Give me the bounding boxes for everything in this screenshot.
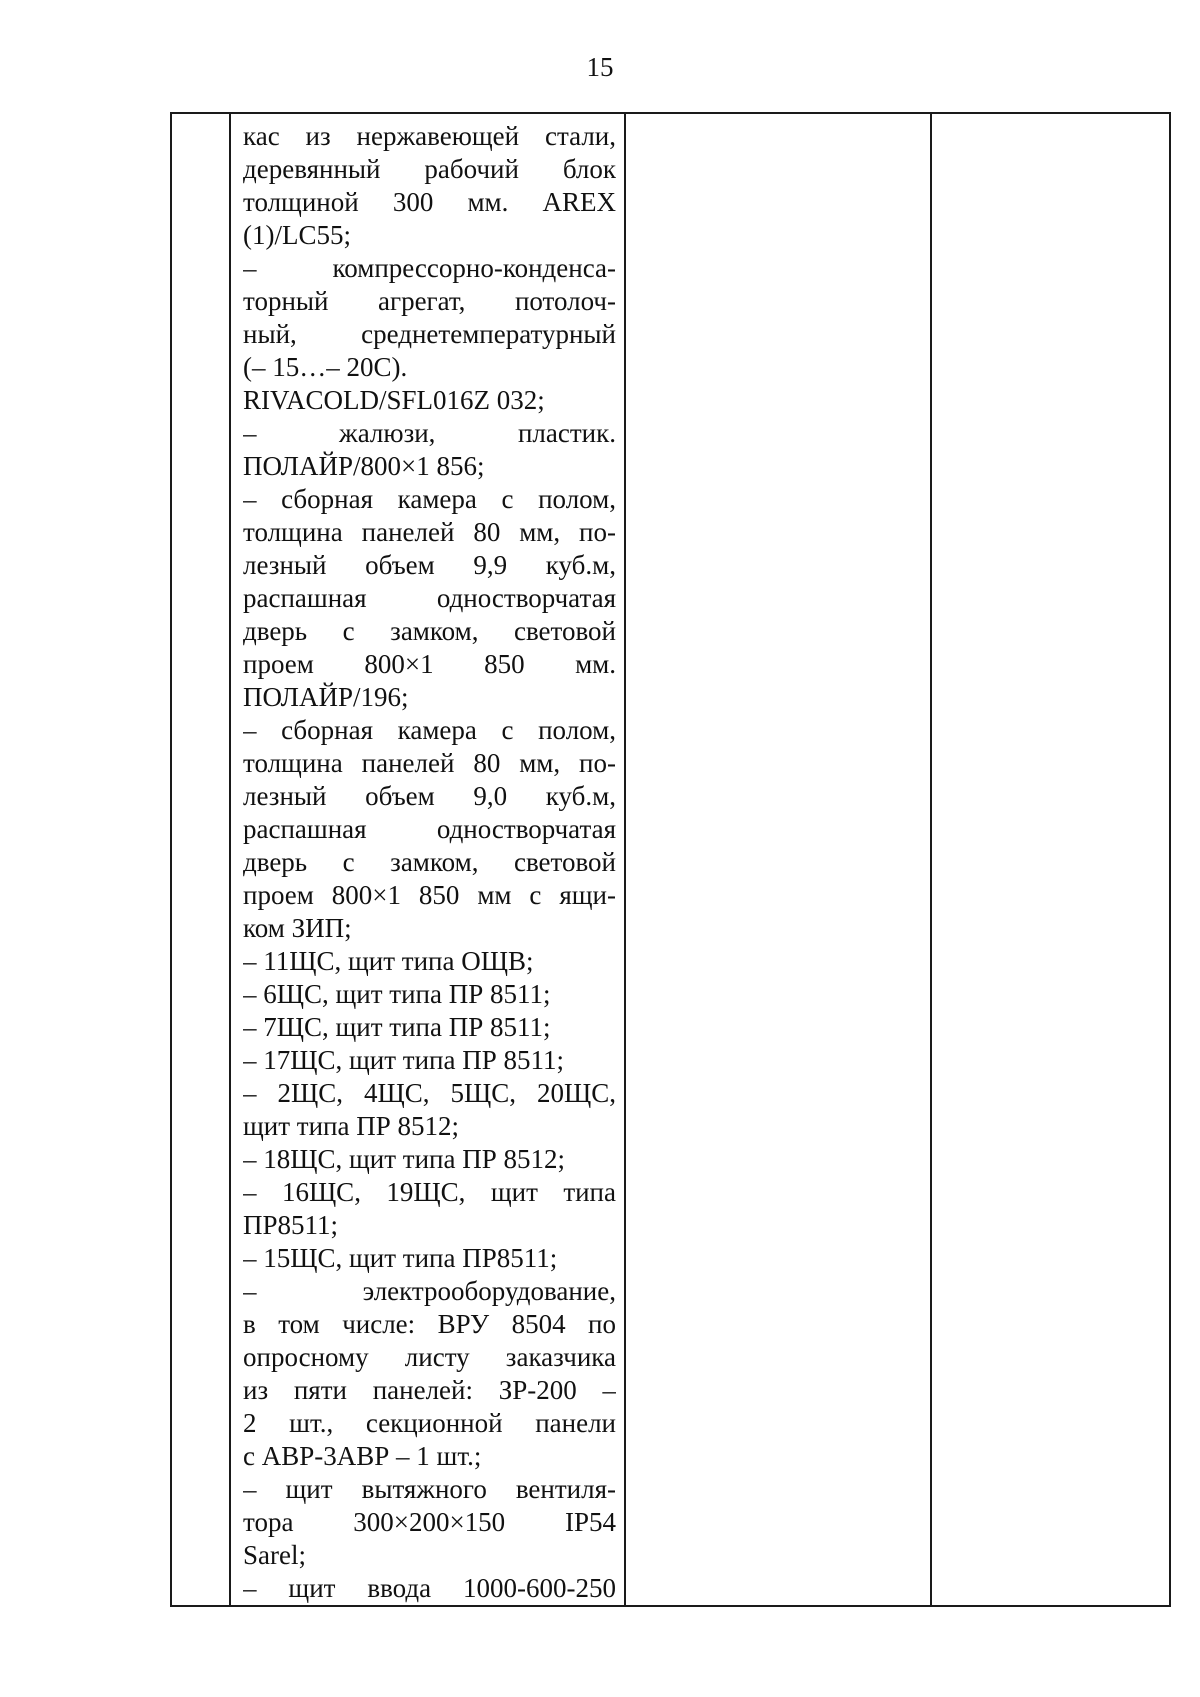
description-line: лезный объем 9,0 куб.м, (243, 781, 616, 811)
table-cell-number (171, 113, 230, 1606)
description-line: – 16ЩС, 19ЩС, щит типа (243, 1177, 616, 1207)
description-line: распашная одностворчатая (243, 583, 616, 613)
description-line: 2 шт., секционной панели (243, 1408, 616, 1438)
description-line: проем 800×1 850 мм. (243, 649, 616, 679)
description-line: ный, среднетемпературный (243, 319, 616, 349)
description-line: – 18ЩС, щит типа ПР 8512; (243, 1144, 565, 1174)
description-line: – 2ЩС, 4ЩС, 5ЩС, 20ЩС, (243, 1078, 616, 1108)
description-line: – 6ЩС, щит типа ПР 8511; (243, 979, 551, 1009)
description-line: толщиной 300 мм. AREX (243, 187, 616, 217)
description-line: (1)/LC55; (243, 220, 351, 250)
description-line: RIVACOLD/SFL016Z 032; (243, 385, 545, 415)
description-text (243, 120, 616, 1605)
description-line: – сборная камера с полом, (243, 484, 616, 514)
description-line: ПОЛАЙР/800×1 856; (243, 451, 485, 481)
description-line: тора 300×200×150 IP54 (243, 1507, 616, 1537)
description-line: – 15ЩС, щит типа ПР8511; (243, 1243, 558, 1273)
table-cell-description (230, 113, 625, 1606)
description-line: ком ЗИП; (243, 913, 352, 943)
page-number: 15 (586, 52, 614, 82)
description-line: дверь с замком, световой (243, 616, 616, 646)
description-line: – щит вытяжного вентиля- (243, 1474, 616, 1504)
description-line: опросному листу заказчика (243, 1342, 616, 1372)
description-line: толщина панелей 80 мм, по- (243, 517, 616, 547)
description-line: – сборная камера с полом, (243, 715, 616, 745)
description-line: – жалюзи, пластик. (243, 418, 616, 448)
description-line: щит типа ПР 8512; (243, 1111, 459, 1141)
description-line: деревянный рабочий блок (243, 154, 616, 184)
description-line: проем 800×1 850 мм с ящи- (243, 880, 616, 910)
description-line: кас из нержавеющей стали, (243, 121, 616, 151)
description-line: – электрооборудование, (243, 1276, 616, 1306)
description-line: толщина панелей 80 мм, по- (243, 748, 616, 778)
description-line: ПР8511; (243, 1210, 339, 1240)
description-line: торный агрегат, потолоч- (243, 286, 616, 316)
table-cell-empty-4 (931, 113, 1170, 1606)
description-line: – компрессорно-конденса- (243, 253, 616, 283)
description-line: из пяти панелей: ЗР-200 – (243, 1375, 616, 1405)
table-row (171, 113, 1170, 1606)
table-cell-empty-3 (625, 113, 931, 1606)
description-line: Sarel; (243, 1540, 306, 1570)
description-line: дверь с замком, световой (243, 847, 616, 877)
description-line: – 7ЩС, щит типа ПР 8511; (243, 1012, 551, 1042)
description-line: – щит ввода 1000-600-250 (243, 1573, 616, 1603)
description-line: распашная одностворчатая (243, 814, 616, 844)
description-line: лезный объем 9,9 куб.м, (243, 550, 616, 580)
description-line: в том числе: ВРУ 8504 по (243, 1309, 616, 1339)
document-table (170, 112, 1171, 1607)
description-line: – 11ЩС, щит типа ОЩВ; (243, 946, 534, 976)
description-line: ПОЛАЙР/196; (243, 682, 409, 712)
description-line: – 17ЩС, щит типа ПР 8511; (243, 1045, 564, 1075)
description-line: с АВР-3АВР – 1 шт.; (243, 1441, 482, 1471)
description-line: (– 15…– 20С). (243, 352, 408, 382)
